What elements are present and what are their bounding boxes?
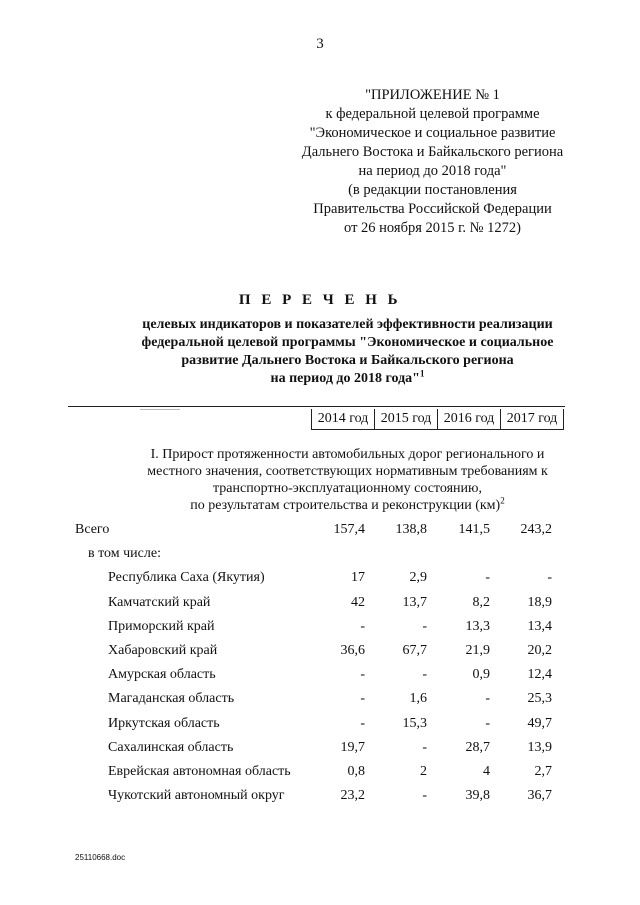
row-value-cell: 36,7: [527, 788, 552, 804]
row-value-cell: -: [485, 691, 490, 707]
subheading-text: на период до 2018 года": [270, 371, 420, 386]
document-subheading: [60, 316, 635, 388]
document-heading: П Е Р Е Ч Е Н Ь: [238, 292, 402, 308]
row-label: Амурская область: [108, 667, 216, 683]
row-value-cell: -: [422, 618, 427, 634]
row-value-cell: -: [422, 667, 427, 683]
row-value-cell: 13,3: [465, 618, 490, 634]
row-label: Камчатский край: [108, 594, 211, 610]
appendix-line: к федеральной целевой программе: [325, 106, 540, 122]
year-header-row: [311, 409, 564, 430]
row-value-cell: 157,4: [333, 522, 365, 537]
row-value-cell: 1,6: [409, 691, 427, 707]
section-title-text: по результатам строительства и реконструкции (км): [190, 498, 501, 513]
row-value-cell: -: [422, 788, 427, 804]
row-value-cell: 25,3: [527, 691, 552, 707]
footnote-mark: 2: [500, 495, 505, 506]
row-value-cell: 243,2: [520, 522, 552, 537]
row-label: Республика Саха (Якутия): [108, 570, 265, 586]
row-label: Сахалинская область: [108, 739, 234, 755]
file-name: 25110668.doc: [75, 853, 126, 862]
year-header-cell: 2016 год: [437, 409, 500, 429]
row-label: Магаданская область: [108, 691, 235, 707]
row-value-cell: 67,7: [402, 643, 427, 658]
year-header-cell: 2014 год: [311, 409, 374, 429]
row-value-cell: -: [485, 570, 490, 586]
row-value-cell: 138,8: [395, 522, 427, 537]
row-value-cell: 0,9: [472, 667, 490, 683]
row-value-cell: -: [360, 715, 365, 731]
subheading-line: [60, 370, 635, 388]
appendix-header: [270, 86, 595, 238]
row-label: Хабаровский край: [108, 643, 218, 658]
row-value-cell: 17: [351, 570, 365, 586]
year-header-cell: 2015 год: [374, 409, 437, 429]
row-label: Чукотский автономный округ: [108, 788, 285, 804]
row-value-cell: 42: [351, 594, 365, 610]
row-value-cell: 15,3: [402, 715, 427, 731]
row-value-cell: -: [485, 715, 490, 731]
row-value-cell: 13,9: [527, 739, 552, 755]
section-title: [60, 446, 635, 514]
appendix-line: "Экономическое и социальное развитие: [309, 125, 556, 141]
appendix-line: "ПРИЛОЖЕНИЕ № 1: [365, 87, 500, 103]
row-value-cell: -: [360, 667, 365, 683]
row-value-cell: 2: [420, 764, 427, 779]
section-title-line: I. Прирост протяженности автомобильных дорог регионального и: [150, 447, 545, 462]
row-value-cell: 4: [483, 764, 490, 779]
row-value-cell: 28,7: [465, 739, 490, 755]
row-value-cell: 39,8: [465, 788, 490, 804]
row-value-cell: 2,9: [409, 570, 427, 586]
row-value-cell: -: [360, 618, 365, 634]
year-header-cell: 2017 год: [500, 409, 563, 429]
row-value-cell: 8,2: [472, 594, 490, 610]
subheading-line: развитие Дальнего Востока и Байкальского региона: [181, 353, 514, 368]
row-label: в том числе:: [88, 546, 161, 562]
row-value-cell: 2,7: [534, 764, 552, 779]
row-value-cell: 36,6: [340, 643, 365, 658]
row-value-cell: -: [360, 691, 365, 707]
row-label: Приморский край: [108, 618, 215, 634]
row-value-cell: 12,4: [527, 667, 552, 683]
row-value-cell: 141,5: [458, 522, 490, 537]
row-value-cell: 23,2: [340, 788, 365, 804]
footnote-mark: 1: [419, 368, 425, 379]
page-number: 3: [316, 36, 324, 52]
appendix-line: Правительства Российской Федерации: [313, 201, 552, 217]
row-label: Иркутская область: [108, 715, 220, 731]
section-title-line: местного значения, соответствующих нормативным требованиям к: [147, 464, 548, 479]
appendix-line: от 26 ноября 2015 г. № 1272): [344, 220, 521, 236]
row-value-cell: 19,7: [340, 739, 365, 755]
section-title-line: [60, 497, 635, 514]
section-title-line: транспортно-эксплуатационному состоянию,: [212, 481, 482, 496]
row-label: Всего: [75, 522, 110, 537]
table-faint-rule: [140, 409, 180, 410]
table-top-rule: [68, 406, 565, 407]
appendix-line: Дальнего Востока и Байкальского региона: [301, 144, 564, 160]
appendix-line: (в редакции постановления: [348, 182, 517, 198]
row-label: Еврейская автономная область: [108, 764, 291, 779]
row-value-cell: -: [547, 570, 552, 586]
row-value-cell: 49,7: [527, 715, 552, 731]
row-value-cell: -: [422, 739, 427, 755]
subheading-line: целевых индикаторов и показателей эффективности реализации: [142, 317, 553, 332]
row-value-cell: 0,8: [347, 764, 365, 779]
appendix-line: на период до 2018 года": [358, 163, 507, 179]
row-value-cell: 21,9: [465, 643, 490, 658]
subheading-line: федеральной целевой программы "Экономическое и социальное: [141, 335, 554, 350]
row-value-cell: 18,9: [527, 594, 552, 610]
row-value-cell: 20,2: [527, 643, 552, 658]
row-value-cell: 13,7: [402, 594, 427, 610]
row-value-cell: 13,4: [527, 618, 552, 634]
